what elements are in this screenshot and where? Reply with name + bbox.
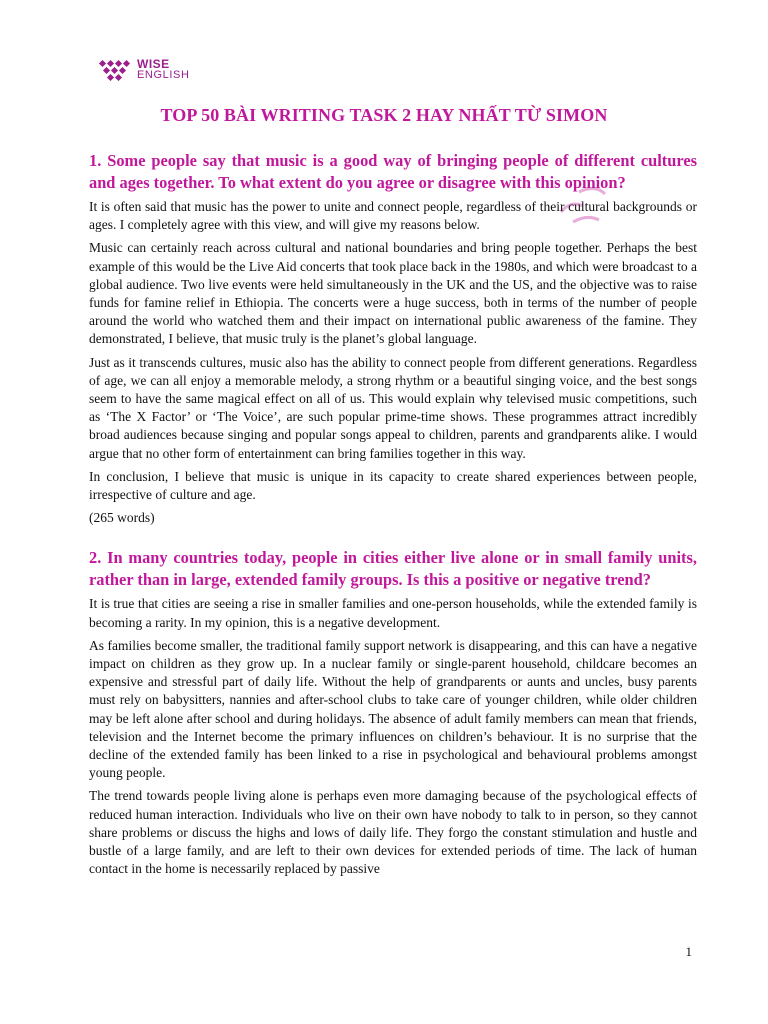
- brand-logo: [98, 58, 190, 82]
- brand-line2: ENGLISH: [137, 69, 190, 81]
- page-title: TOP 50 BÀI WRITING TASK 2 HAY NHẤT TỪ SIMON: [160, 105, 608, 125]
- essay-heading-2: 2. In many countries today, people in cities either live alone or in small family units, rather than in large, extended family groups. Is this a positive or negative trend?: [89, 548, 697, 589]
- word-count: (265 words): [89, 510, 155, 526]
- brand-wordmark: [137, 59, 190, 81]
- brand-line1: WISE: [137, 57, 170, 71]
- document-body: [89, 150, 697, 884]
- essay-section-2: [89, 547, 697, 878]
- essay-paragraph: As families become smaller, the traditional family support network is disappearing, and this can have a negative impact on children as they grow up. In a nuclear family or single-parent household, childcare becomes an expensive and stressful part of daily life. Without the help of grandparents or aunts and uncles, busy parents must rely on babysitters, nannies and after-school clubs to take care of younger children, while older children may be left alone after school and during holidays. The absence of adult family members can mean that friends, television and the Internet become the primary influences on children’s behaviour. It is no surprise that the decline of the extended family has been linked to a rise in psychological and behavioural problems amongst young people.: [89, 637, 697, 781]
- essay-paragraph: The trend towards people living alone is perhaps even more damaging because of the psychological effects of reduced human interaction. Individuals who live on their own have nobody to talk to in person, so they cannot share problems or discuss the highs and lows of daily life. They forgo the constant stimulation and hustle and bustle of a large family, and are left to their own devices for extended periods of time. The lack of human contact in the home is necessarily replaced by passive: [89, 788, 697, 877]
- essay-paragraph: Just as it transcends cultures, music also has the ability to connect people from different generations. Regardless of age, we can all enjoy a memorable melody, a strong rhythm or a beautiful singing voice, and the best songs seem to have the same magical effect on all of us. This would explain why televised music competitions, such as ‘The X Factor’ or ‘The Voice’, are such popular prime-time shows. These programmes attract incredibly broad audiences because singing and popular songs appeal to children, parents and grandparents alike. I would argue that no other form of entertainment can bring families together in this way.: [89, 354, 697, 461]
- essay-paragraph: It is true that cities are seeing a rise in smaller families and one-person households, while the extended family is becoming a rarity. In my opinion, this is a negative development.: [89, 596, 697, 630]
- essay-paragraph: Music can certainly reach across cultural and national boundaries and bring people together. Perhaps the best example of this would be the Live Aid concerts that took place back in the 1980s, and which were broadcast to a global audience. Two live events were held simultaneously in the UK and the US, and the objective was to raise funds for famine relief in Ethiopia. The concerts were a huge success, both in terms of the number of people around the world who watched them and their impact on international public awareness of the famine. They demonstrated, I believe, that music truly is the planet’s global language.: [89, 240, 697, 347]
- essay-paragraph: It is often said that music has the power to unite and connect people, regardless of their cultural backgrounds or ages. I completely agree with this view, and will give my reasons below.: [89, 199, 697, 233]
- page-number: 1: [685, 944, 692, 959]
- essay-section-1: [89, 150, 697, 527]
- essay-paragraph: In conclusion, I believe that music is unique in its capacity to create shared experiences between people, irrespective of culture and age.: [89, 468, 697, 503]
- wise-english-logo-icon: [98, 58, 132, 82]
- essay-heading-1: 1. Some people say that music is a good way of bringing people of different cultures and ages together. To what extent do you agree or disagree with this opinion?: [89, 151, 697, 192]
